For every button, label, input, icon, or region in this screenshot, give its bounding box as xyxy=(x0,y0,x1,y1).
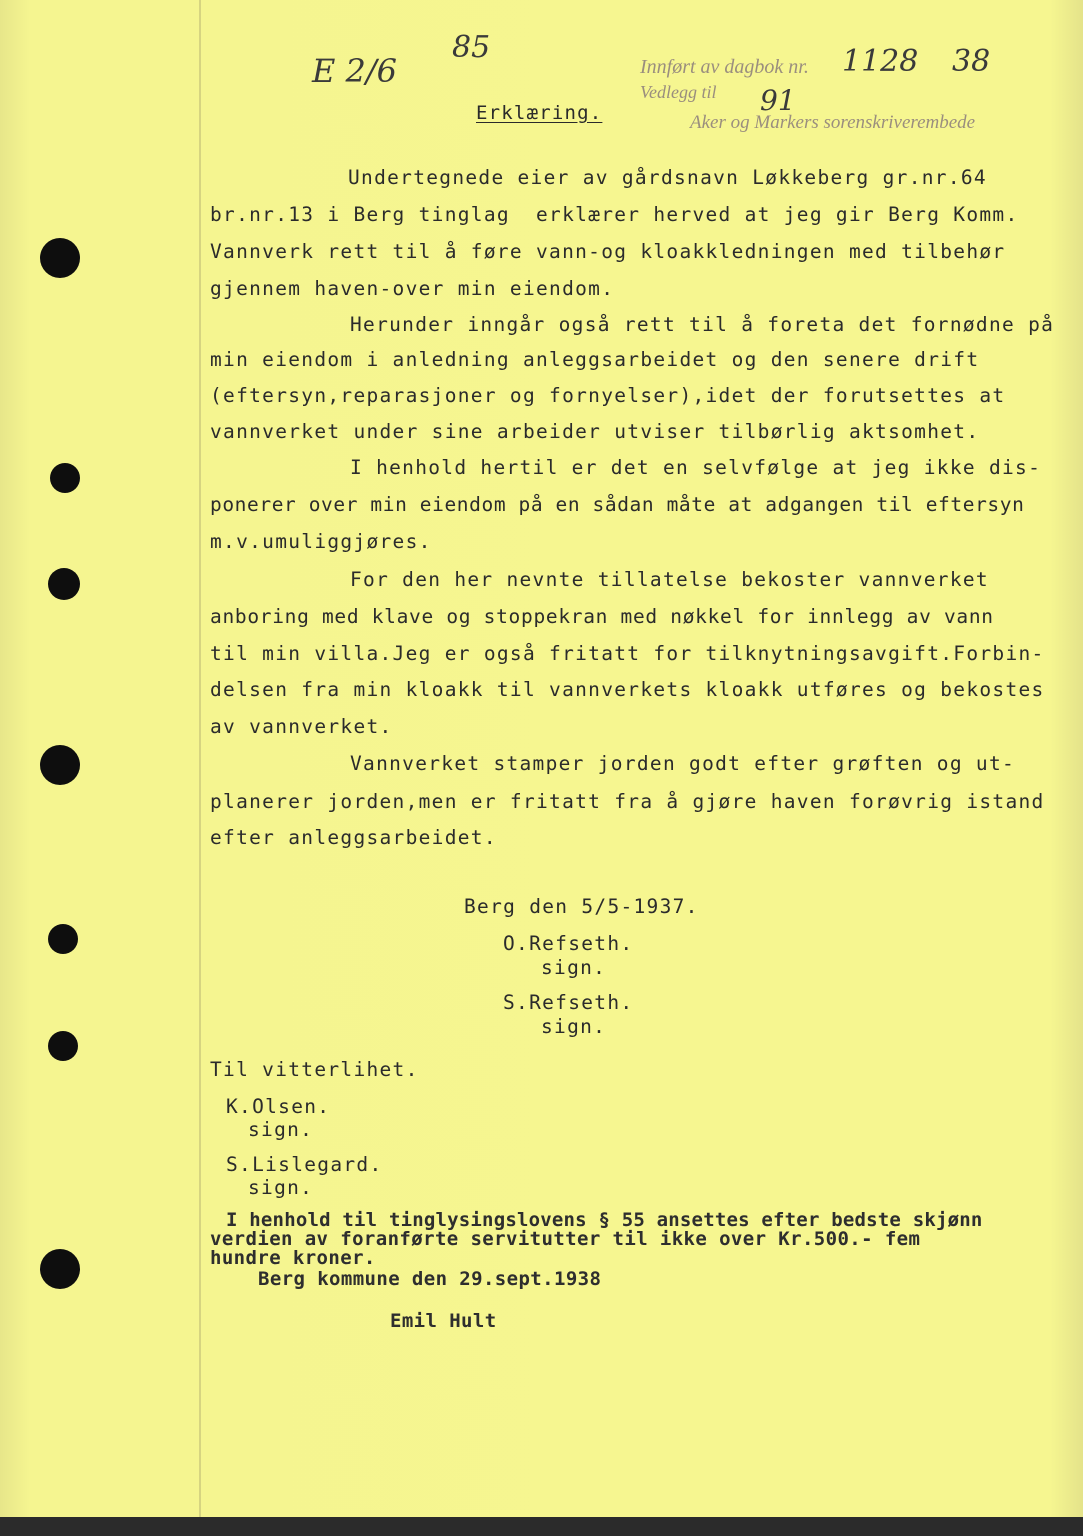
binder-hole xyxy=(48,1031,78,1061)
body-line: Vannverk rett til å føre vann-og kloakkledningen med tilbehør xyxy=(210,240,1006,263)
handwritten-stamp-number: 1128 xyxy=(842,44,919,79)
body-line: Vannverket stamper jorden godt efter grøften og ut- xyxy=(350,752,1016,775)
body-line: vannverket under sine arbeider utviser tilbørlig aktsomhet. xyxy=(210,420,980,443)
body-line: planerer jorden,men er fritatt fra å gjøre haven forøvrig istand xyxy=(210,790,1045,813)
signer-sign: sign. xyxy=(541,956,607,979)
body-line: efter anleggsarbeidet. xyxy=(210,826,497,849)
handwritten-stamp-year: 38 xyxy=(952,44,991,79)
valuation-line: hundre kroner. xyxy=(210,1247,376,1269)
binder-hole xyxy=(48,568,80,600)
binder-hole xyxy=(50,463,80,493)
valuation-line: verdien av foranførte servitutter til ikke over Kr.500.- fem xyxy=(210,1228,921,1250)
binder-hole xyxy=(40,745,80,785)
binder-hole xyxy=(48,924,78,954)
document-title: Erklæring. xyxy=(476,102,603,124)
body-line: Herunder inngår også rett til å foreta det fornødne på xyxy=(350,313,1055,336)
page-bottom-edge xyxy=(0,1517,1083,1536)
body-line: min eiendom i anledning anleggsarbeidet og den senere drift xyxy=(210,348,980,371)
folio-number: 85 xyxy=(452,30,491,65)
witness-sign: sign. xyxy=(248,1118,314,1141)
witness-sign: sign. xyxy=(248,1176,314,1199)
handwritten-initials: E 2/6 xyxy=(312,52,398,90)
body-line: anboring med klave og stoppekran med nøkkel for innlegg av vann xyxy=(210,605,994,628)
signer-sign: sign. xyxy=(541,1015,607,1038)
valuation-signer: Emil Hult xyxy=(390,1310,497,1332)
body-line: av vannverket. xyxy=(210,715,393,738)
stamp-line-3: Aker og Markers sorenskriverembede xyxy=(690,112,976,133)
body-line: delsen fra min kloakk til vannverkets kloakk utføres og bekostes xyxy=(210,678,1045,701)
stamp-line-1: Innført av dagbok nr. xyxy=(640,56,809,78)
body-line: (eftersyn,reparasjoner og fornyelser),idet der forutsettes at xyxy=(210,384,1006,407)
body-line: m.v.umuliggjøres. xyxy=(210,530,432,553)
signer-name: O.Refseth. xyxy=(503,932,634,955)
binder-hole xyxy=(40,1249,80,1289)
binder-hole xyxy=(40,238,80,278)
body-line: til min villa.Jeg er også fritatt for tilknytningsavgift.Forbin- xyxy=(210,642,1045,665)
witness-heading: Til vitterlihet. xyxy=(210,1058,419,1081)
valuation-place-date: Berg kommune den 29.sept.1938 xyxy=(258,1268,602,1290)
body-line: I henhold hertil er det en selvfølge at jeg ikke dis- xyxy=(350,456,1042,479)
body-line: gjennem haven-over min eiendom. xyxy=(210,277,615,300)
place-date: Berg den 5/5-1937. xyxy=(464,895,699,918)
body-line: br.nr.13 i Berg tinglag erklærer herved at jeg gir Berg Komm. xyxy=(210,203,1019,226)
signer-name: S.Refseth. xyxy=(503,991,634,1014)
handwritten-stamp-suffix: 91 xyxy=(760,84,796,117)
body-line: For den her nevnte tillatelse bekoster vannverket xyxy=(350,568,989,591)
witness-name: K.Olsen. xyxy=(226,1095,331,1118)
stamp-line-2: Vedlegg til xyxy=(640,82,717,102)
valuation-line: I henhold til tinglysingslovens § 55 ansettes efter bedste skjønn xyxy=(226,1209,983,1231)
body-line: ponerer over min eiendom på en sådan måte at adgangen til eftersyn xyxy=(210,493,1025,516)
body-line: Undertegnede eier av gårdsnavn Løkkeberg gr.nr.64 xyxy=(348,166,987,189)
margin-line xyxy=(199,0,201,1520)
witness-name: S.Lislegard. xyxy=(226,1153,383,1176)
